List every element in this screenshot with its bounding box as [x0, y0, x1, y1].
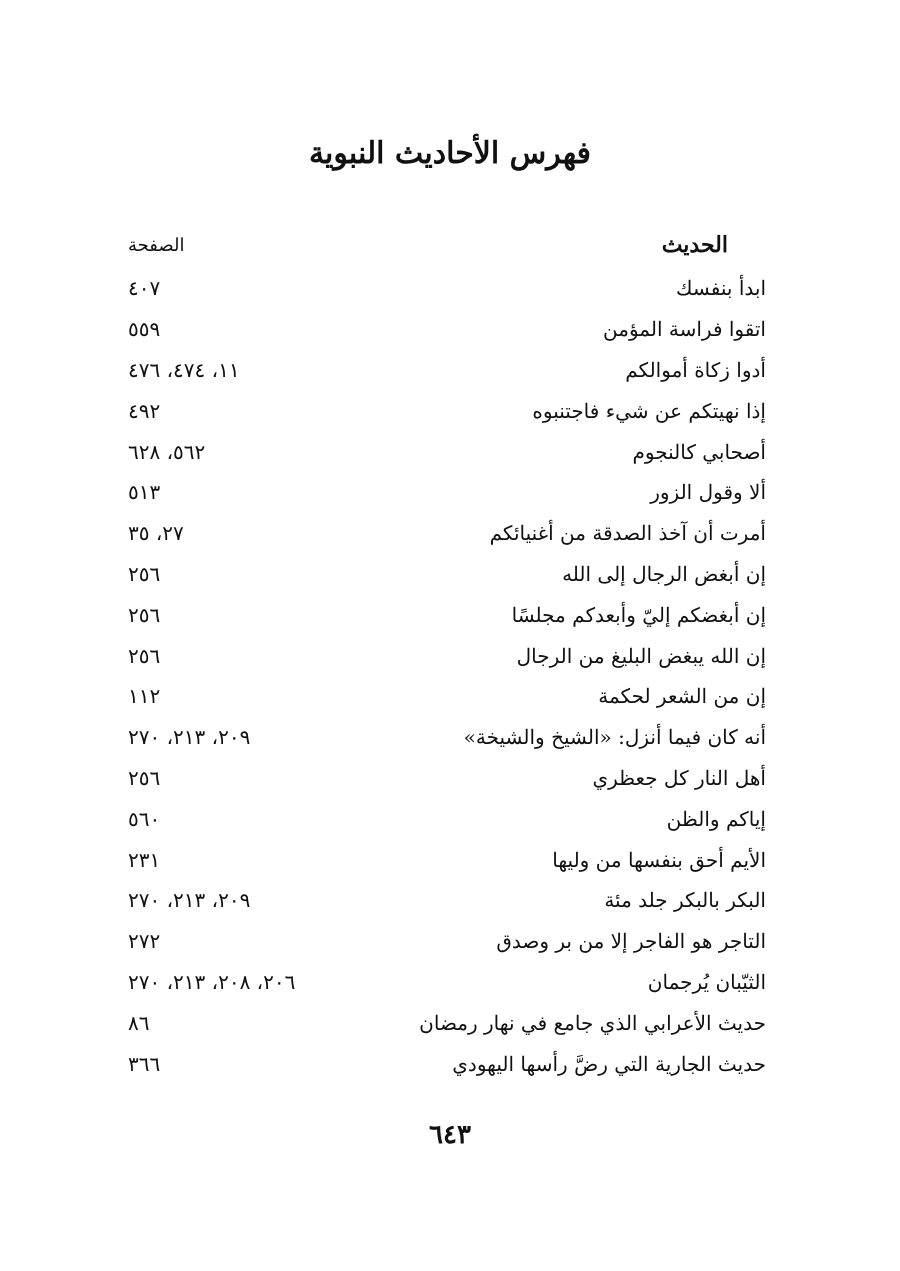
list-item [128, 431, 766, 472]
page-references: ٥١٣ [128, 480, 161, 505]
hadith-text: أمرت أن آخذ الصدقة من أغنيائكم [489, 521, 766, 546]
list-item [128, 758, 766, 799]
page-column-header: الصفحة [128, 234, 185, 256]
list-item [128, 880, 766, 921]
list-item [128, 594, 766, 635]
page-references: ٢٧، ٣٥ [128, 521, 184, 546]
list-item [128, 513, 766, 554]
list-item [128, 717, 766, 758]
page-references: ٢٥٦ [128, 643, 161, 668]
hadith-text: الثيّبان يُرجمان [647, 969, 766, 994]
list-item [128, 268, 766, 309]
list-item [128, 472, 766, 513]
hadith-text: إذا نهيتكم عن شيء فاجتنبوه [532, 398, 766, 423]
list-item [128, 962, 766, 1003]
list-item [128, 350, 766, 391]
column-headers [128, 228, 728, 262]
page-references: ٢٠٩، ٢١٣، ٢٧٠ [128, 725, 251, 750]
hadith-text: ابدأ بنفسك [676, 276, 766, 301]
page-references: ٥٥٩ [128, 317, 161, 342]
page-references: ٨٦ [128, 1010, 150, 1035]
page-references: ٢٠٩، ٢١٣، ٢٧٠ [128, 888, 251, 913]
page-references: ٣٦٦ [128, 1051, 161, 1076]
list-item [128, 635, 766, 676]
list-item [128, 1002, 766, 1043]
hadith-text: أنه كان فيما أنزل: «الشيخ والشيخة» [463, 725, 766, 750]
page-references: ٢٠٦، ٢٠٨، ٢١٣، ٢٧٠ [128, 969, 296, 994]
hadith-text: الأيم أحق بنفسها من وليها [552, 847, 766, 872]
hadith-text: إن أبغضكم إليّ وأبعدكم مجلسًا [511, 602, 766, 627]
hadith-text: أهل النار كل جعظري [592, 765, 766, 790]
list-item [128, 554, 766, 595]
hadith-text: إن الله يبغض البليغ من الرجال [516, 643, 766, 668]
hadith-text: حديث الجارية التي رضَّ رأسها اليهودي [452, 1051, 766, 1076]
page-references: ١١، ٤٧٤، ٤٧٦ [128, 357, 240, 382]
hadith-text: حديث الأعرابي الذي جامع في نهار رمضان [419, 1010, 766, 1035]
page-references: ٢٥٦ [128, 765, 161, 790]
hadith-column-header: الحديث [661, 232, 728, 258]
page-references: ٢٥٦ [128, 602, 161, 627]
page-references: ٢٧٢ [128, 929, 161, 954]
list-item [128, 798, 766, 839]
list-item [128, 1043, 766, 1084]
hadith-text: أدوا زكاة أموالكم [625, 357, 766, 382]
page-references: ٥٦٢، ٦٢٨ [128, 439, 206, 464]
list-item [128, 839, 766, 880]
hadith-text: إياكم والظن [666, 806, 766, 831]
page-references: ١١٢ [128, 684, 161, 709]
hadith-text: أصحابي كالنجوم [632, 439, 766, 464]
page-references: ٢٥٦ [128, 561, 161, 586]
list-item [128, 390, 766, 431]
hadith-text: البكر بالبكر جلد مئة [604, 888, 766, 913]
page-references: ٥٦٠ [128, 806, 161, 831]
hadith-index-list [128, 268, 766, 1084]
hadith-text: التاجر هو الفاجر إلا من بر وصدق [496, 929, 766, 954]
page-references: ٢٣١ [128, 847, 161, 872]
page-number: ٦٤٣ [429, 1120, 471, 1150]
hadith-text: اتقوا فراسة المؤمن [603, 317, 766, 342]
page-references: ٤٠٧ [128, 276, 161, 301]
page-title: فهرس الأحاديث النبوية [308, 136, 592, 171]
list-item [128, 309, 766, 350]
list-item [128, 921, 766, 962]
list-item [128, 676, 766, 717]
hadith-text: ألا وقول الزور [650, 480, 766, 505]
hadith-text: إن أبغض الرجال إلى الله [562, 561, 766, 586]
hadith-text: إن من الشعر لحكمة [598, 684, 766, 709]
page-references: ٤٩٢ [128, 398, 161, 423]
